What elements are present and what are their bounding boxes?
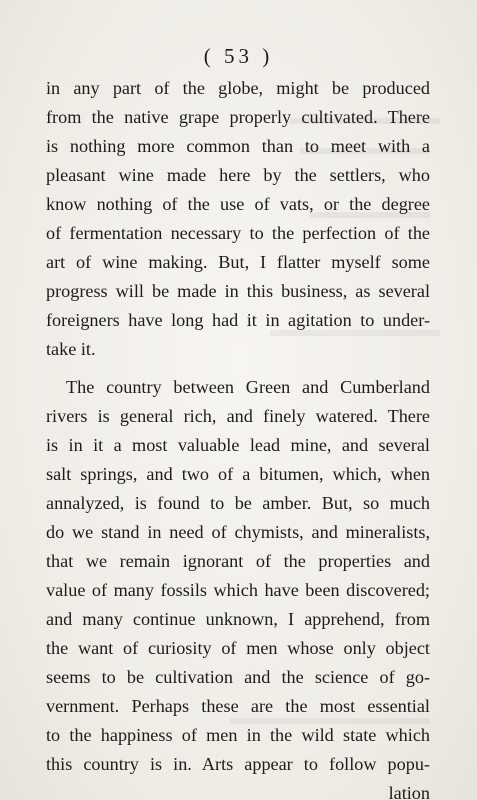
- text-line: do we stand in need of chymists, and mineralists,: [46, 522, 430, 542]
- text-line: vernment. Perhaps these are the most essential: [46, 696, 430, 716]
- paragraph: [46, 74, 430, 364]
- text-line: take it.: [46, 339, 96, 359]
- text-line: salt springs, and two of a bitumen, which, when: [46, 464, 430, 484]
- page-number: ( 53 ): [203, 44, 274, 68]
- text-line: is in it a most valuable lead mine, and several: [46, 435, 430, 455]
- text-line: rivers is general rich, and finely watered. There: [46, 406, 430, 426]
- text-line: value of many fossils which have been discovered;: [46, 580, 430, 600]
- text-line: art of wine making. But, I flatter myself some: [46, 252, 430, 272]
- text-line: is nothing more common than to meet with a: [46, 136, 430, 156]
- text-line: in any part of the globe, might be produced: [46, 78, 430, 98]
- text-line: from the native grape properly cultivated. There: [46, 107, 430, 127]
- paragraph: [46, 373, 430, 779]
- text-line: and many continue unknown, I apprehend, from: [46, 609, 430, 629]
- text-line: foreigners have long had it in agitation to under-: [46, 310, 430, 330]
- text-line: seems to be cultivation and the science of go-: [46, 667, 430, 687]
- text-line: that we remain ignorant of the properties and: [46, 551, 430, 571]
- text-line: to the happiness of men in the wild state which: [46, 725, 430, 745]
- text-line: progress will be made in this business, as several: [46, 281, 430, 301]
- text-line: the want of curiosity of men whose only object: [46, 638, 430, 658]
- body-text: [46, 74, 430, 800]
- text-line: of fermentation necessary to the perfection of the: [46, 223, 430, 243]
- text-line: pleasant wine made here by the settlers, who: [46, 165, 430, 185]
- text-line: annalyzed, is found to be amber. But, so much: [46, 493, 430, 513]
- catchword: lation: [388, 783, 430, 800]
- text-line: this country is in. Arts appear to follow popu-: [46, 754, 430, 774]
- text-line: The country between Green and Cumberland: [66, 377, 430, 397]
- text-line: know nothing of the use of vats, or the degree: [46, 194, 430, 214]
